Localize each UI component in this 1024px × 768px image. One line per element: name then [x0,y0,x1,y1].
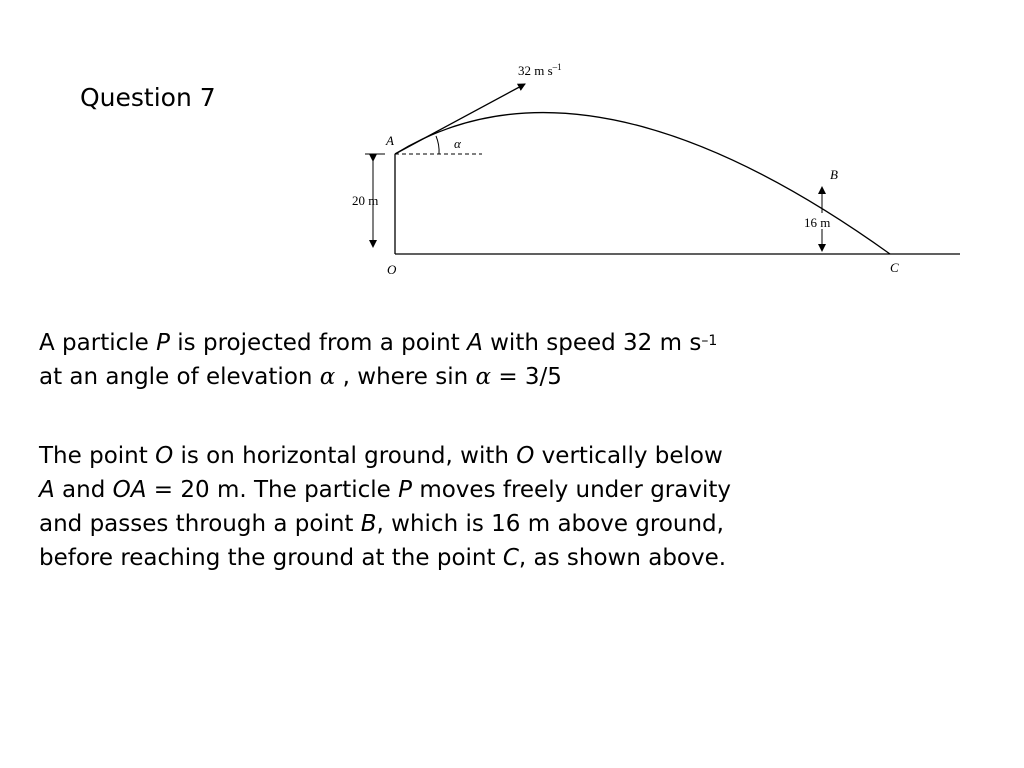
paragraph-motion [39,439,859,575]
height-oa-label: 20 m [352,193,379,208]
point-a-label: A [386,133,394,148]
point-o-label: O [387,262,397,277]
paragraph-line: and passes through a point B, which is 16 m above ground, [39,511,724,537]
paragraph-projection [39,326,859,394]
angle-arc [436,136,439,154]
paragraph-line: The point O is on horizontal ground, with O vertically below [39,443,723,469]
point-c-label: C [890,260,899,275]
paragraph-line: at an angle of elevation α , where sin α = 3/5 [39,364,562,390]
alpha-symbol: α [319,364,336,390]
projectile-diagram [340,55,970,285]
angle-alpha-label: α [454,136,461,151]
paragraph-line: A and OA = 20 m. The particle P moves freely under gravity [39,477,731,503]
trajectory-curve [395,113,890,254]
alpha-symbol: α [475,364,492,390]
height-b-label: 16 m [804,215,831,230]
velocity-label: 32 m $s^{-1}$ [518,62,562,78]
point-b-label: B [830,167,838,182]
question-title: Question 7 [80,83,216,112]
paragraph-line: A particle P is projected from a point A with speed 32 m $s^{-1}$ [39,330,718,356]
paragraph-line: before reaching the ground at the point C, as shown above. [39,545,727,571]
